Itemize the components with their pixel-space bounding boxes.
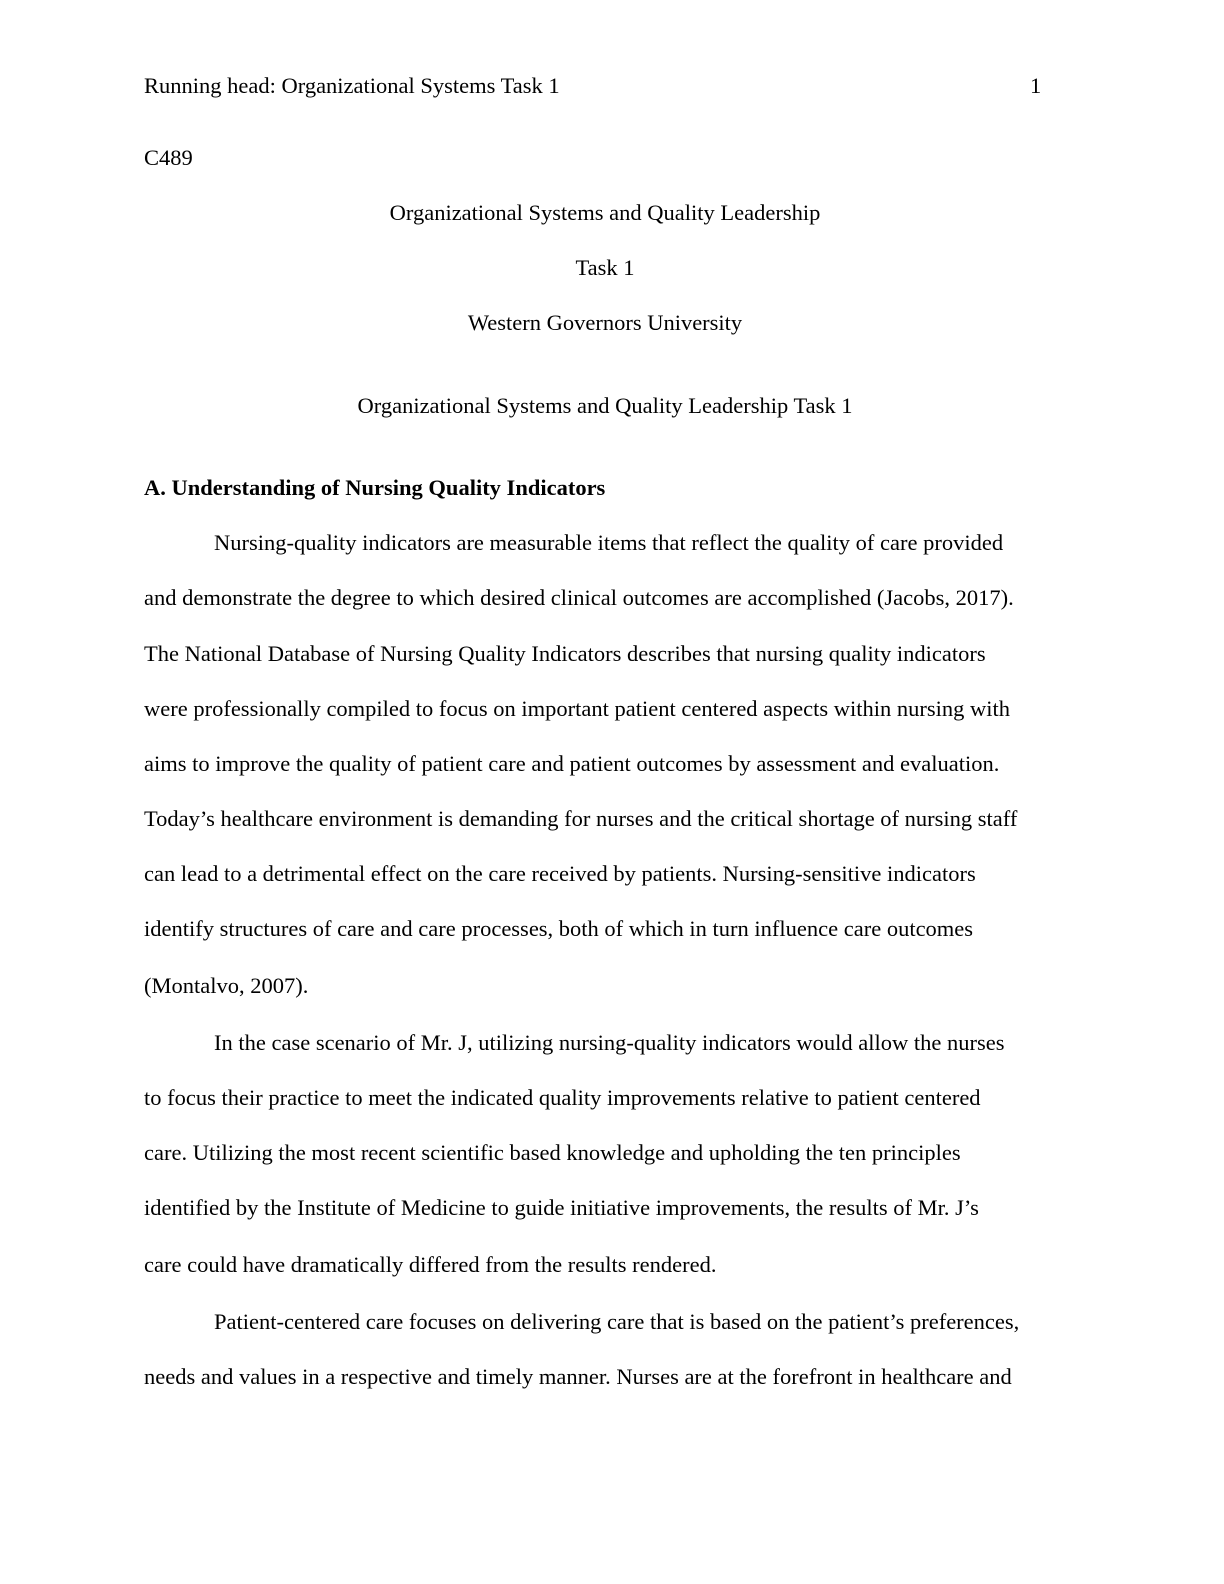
title: Organizational Systems and Quality Leadership [389,200,821,225]
task-label: Task 1 [575,255,635,280]
paragraph-line: Patient-centered care focuses on delivering care that is based on the patient’s preferences, [214,1309,1020,1334]
running-head: Running head: Organizational Systems Task 1 [144,73,560,98]
paragraph-line: were professionally compiled to focus on important patient centered aspects within nursing with [144,696,1011,721]
paragraph-line: to focus their practice to meet the indicated quality improvements relative to patient centered [144,1085,981,1110]
paragraph-line: aims to improve the quality of patient care and patient outcomes by assessment and evaluation. [144,751,1000,776]
paragraph-line: identify structures of care and care processes, both of which in turn influence care outcomes [144,916,974,941]
paragraph-line: (Montalvo, 2007). [144,973,309,998]
paragraph-line: Today’s healthcare environment is demanding for nurses and the critical shortage of nursing staff [144,806,1018,831]
institution: Western Governors University [467,310,743,335]
paragraph-line: In the case scenario of Mr. J, utilizing nursing-quality indicators would allow the nurses [214,1030,1005,1055]
paragraph-line: can lead to a detrimental effect on the care received by patients. Nursing-sensitive indicators [144,861,976,886]
course-code: C489 [144,145,193,170]
paragraph-line: identified by the Institute of Medicine to guide initiative improvements, the results of Mr. J’s [144,1195,979,1220]
paragraph-line: and demonstrate the degree to which desired clinical outcomes are accomplished (Jacobs, 2017). [144,585,1014,610]
section-heading: A. Understanding of Nursing Quality Indicators [144,475,606,500]
paragraph-line: Nursing-quality indicators are measurable items that reflect the quality of care provided [214,530,1004,555]
paragraph-line: needs and values in a respective and timely manner. Nurses are at the forefront in healthcare and [144,1364,1012,1389]
paragraph-line: care. Utilizing the most recent scientific based knowledge and upholding the ten principles [144,1140,961,1165]
paper-title: Organizational Systems and Quality Leadership Task 1 [357,393,853,418]
page-number: 1 [1030,73,1042,98]
paragraph-line: The National Database of Nursing Quality Indicators describes that nursing quality indicators [144,641,986,666]
paragraph-line: care could have dramatically differed from the results rendered. [144,1252,717,1277]
